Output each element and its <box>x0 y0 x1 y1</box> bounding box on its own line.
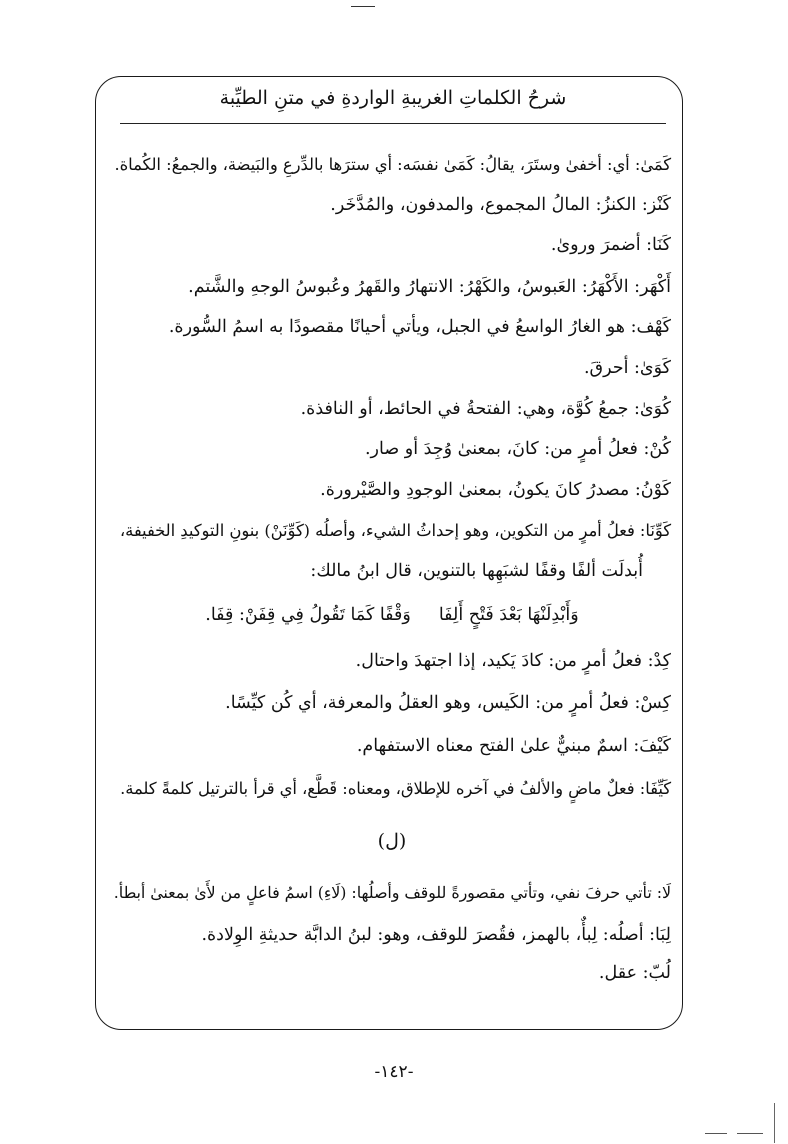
scan-edge-mark <box>774 1103 775 1143</box>
glossary-entry: لُبّ: عقل. <box>598 963 671 983</box>
glossary-entry: كِسْ: فعلُ أمرٍ من: الكَيس، وهو العقلُ والمعرفة، أي كُن كيِّسًا. <box>225 693 671 713</box>
glossary-entry-continuation: أُبدلَت ألفًا وقفًا لشبَهِها بالتنوين، قال ابنُ مالك: <box>310 561 643 581</box>
verse-first-hemistich: وَأَبْدِلَنْهَا بَعْدَ فَتْحٍ أَلِفَا <box>438 605 579 625</box>
glossary-entry: لَا: تأتي حرفَ نفي، وتأتي مقصورةً للوقف وأصلُها: (لَاءِ) اسمُ فاعلٍ من لأَىٰ بمعنىٰ أبطأ. <box>113 883 671 902</box>
glossary-entry: لِبَا: أصلُه: لِبأٌ، بالهمز، فقُصرَ للوقف، وهو: لبنُ الدابَّة حديثةِ الوِلادة. <box>201 925 671 945</box>
glossary-entry: كَوِّنَا: فعلُ أمرٍ من التكوين، وهو إحداثُ الشيء، وأصلُه (كَوِّنَنْ) بنونِ التوكيدِ الخفيفة، <box>119 521 671 540</box>
header-divider <box>120 123 666 124</box>
glossary-entry: كَيْفَ: اسمٌ مبنيٌّ علىٰ الفتح معناه الاستفهام. <box>356 736 671 756</box>
glossary-entry: كَيِّفَا: فعلٌ ماضٍ والألفُ في آخره للإطلاق، ومعناه: قَطَّع، أي قرأ بالترتيل كلمةً كلمة. <box>120 779 671 798</box>
top-decorative-rule <box>351 6 375 7</box>
verse-second-hemistich: وَقْفًا كَمَا تَقُولُ فِي قِفَنْ: قِفَا. <box>205 605 411 625</box>
glossary-entry: كَوَىٰ: أحرقَ. <box>583 358 671 378</box>
page-number: -١٤٢- <box>374 1062 414 1082</box>
glossary-entry: كِدْ: فعلُ أمرٍ من: كادَ يَكيد، إذا اجتهدَ واحتال. <box>355 651 671 671</box>
glossary-entry: كَنْز: الكنزُ: المالُ المجموع، والمدفون، والمُدَّخَر. <box>330 195 671 215</box>
glossary-entry: كَنَا: أضمرَ وروىٰ. <box>550 235 671 255</box>
bottom-decorative-dash <box>705 1133 727 1134</box>
glossary-entry: كَمَىٰ: أي: أخفىٰ وستَرَ، يقالُ: كَمَىٰ نفسَه: أي سترَها بالدِّرعِ والبَيضة، والجمعُ: الكُماة. <box>114 155 671 174</box>
glossary-entry: كَهْف: هو الغارُ الواسعُ في الجبل، ويأتي أحيانًا مقصودًا به اسمُ السُّورة. <box>168 317 671 337</box>
bottom-decorative-dash <box>737 1133 763 1134</box>
glossary-entry: كُوَىٰ: جمعُ كُوَّة، وهي: الفتحةُ في الحائط، أو النافذة. <box>300 399 671 419</box>
section-heading-lam: (ل) <box>377 830 407 852</box>
page-header-title: شرحُ الكلماتِ الغريبةِ الواردةِ في متنِ الطيِّبة <box>219 87 567 109</box>
glossary-entry: أَكْهَر: الأَكْهَرُ: العَبوسُ، والكَهْرُ: الانتهارُ والقَهرُ وعُبوسُ الوجهِ والشَّتم. <box>188 277 671 297</box>
glossary-entry: كُنْ: فعلُ أمرٍ من: كانَ، بمعنىٰ وُجِدَ أو صار. <box>364 439 671 459</box>
glossary-entry: كَوْنُ: مصدرُ كانَ يكونُ، بمعنىٰ الوجودِ والصَّيْرورة. <box>320 480 671 500</box>
poetry-verse <box>113 600 671 630</box>
